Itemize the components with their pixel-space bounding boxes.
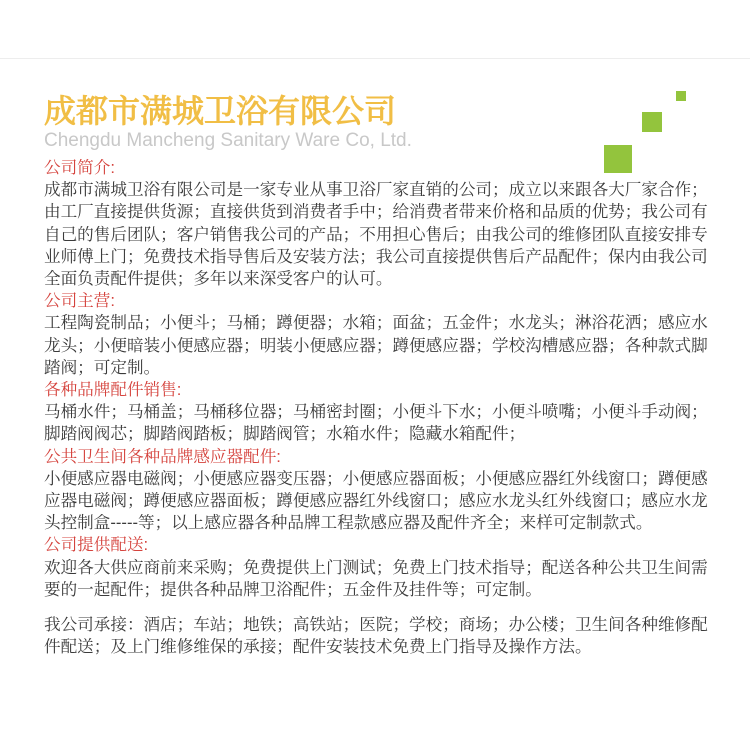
divider	[0, 58, 750, 59]
section-body: 成都市满城卫浴有限公司是一家专业从事卫浴厂家直销的公司；成立以来跟各大厂家合作；由工厂直接提供货源；直接供货到消费者手中；给消费者带来价格和品质的优势；我公司有自己的售后团队；客户销售我公司的产品；不用担心售后；由我公司的维修团队直接安排专业师傅上门；免费技术指导售后及安装方法；我公司直接提供售后产品配件；保内由我公司全面负责配件提供；多年以来深受客户的认可。	[44, 180, 708, 289]
section-sensor-parts	[44, 446, 716, 535]
section-delivery	[44, 534, 716, 601]
section-company-intro	[44, 157, 716, 290]
section-title: 各种品牌配件销售:	[44, 380, 182, 400]
section-title: 公司简介:	[44, 158, 115, 177]
company-description	[44, 157, 716, 658]
section-body: 小便感应器电磁阀；小便感应器变压器；小便感应器面板；小便感应器红外线窗口；蹲便感应器电磁阀；蹲便感应器面板；蹲便感应器红外线窗口；感应水龙头红外线窗口；感应水龙头控制盒-----等；以上感应器各种品牌工程款感应器及配件齐全；来样可定制款式。	[44, 468, 708, 533]
section-brand-parts-sales	[44, 379, 716, 446]
section-body: 欢迎各大供应商前来采购；免费提供上门测试；免费上门技术指导；配送各种公共卫生间需要的一起配件；提供各种品牌卫浴配件；五金件及挂件等；可定制。	[44, 557, 708, 599]
section-title: 公司提供配送:	[44, 535, 149, 555]
section-title: 公共卫生间各种品牌感应器配件:	[44, 446, 281, 466]
section-main-products	[44, 290, 716, 379]
section-body: 工程陶瓷制品；小便斗；马桶；蹲便器；水箱；面盆；五金件；水龙头；淋浴花洒；感应水龙头；小便暗装小便感应器；明装小便感应器；蹲便感应器；学校沟槽感应器；各种款式脚踏阀；可定制。	[44, 313, 708, 377]
content-area	[44, 93, 716, 658]
service-scope-paragraph: 我公司承接：酒店；车站；地铁；高铁站；医院；学校；商场；办公楼；卫生间各种维修配件配送；及上门维修维保的承接；配件安装技术免费上门指导及操作方法。	[44, 615, 708, 657]
section-title: 公司主营:	[44, 291, 115, 311]
company-name-english: Chengdu Mancheng Sanitary Ware Co, Ltd.	[44, 130, 412, 151]
company-name-chinese: 成都市满城卫浴有限公司	[44, 93, 397, 129]
section-body: 马桶水件；马桶盖；马桶移位器；马桶密封圈；小便斗下水；小便斗喷嘴；小便斗手动阀；脚踏阀阀芯；脚踏阀踏板；脚踏阀管；水箱水件；隐藏水箱配件；	[44, 402, 708, 444]
